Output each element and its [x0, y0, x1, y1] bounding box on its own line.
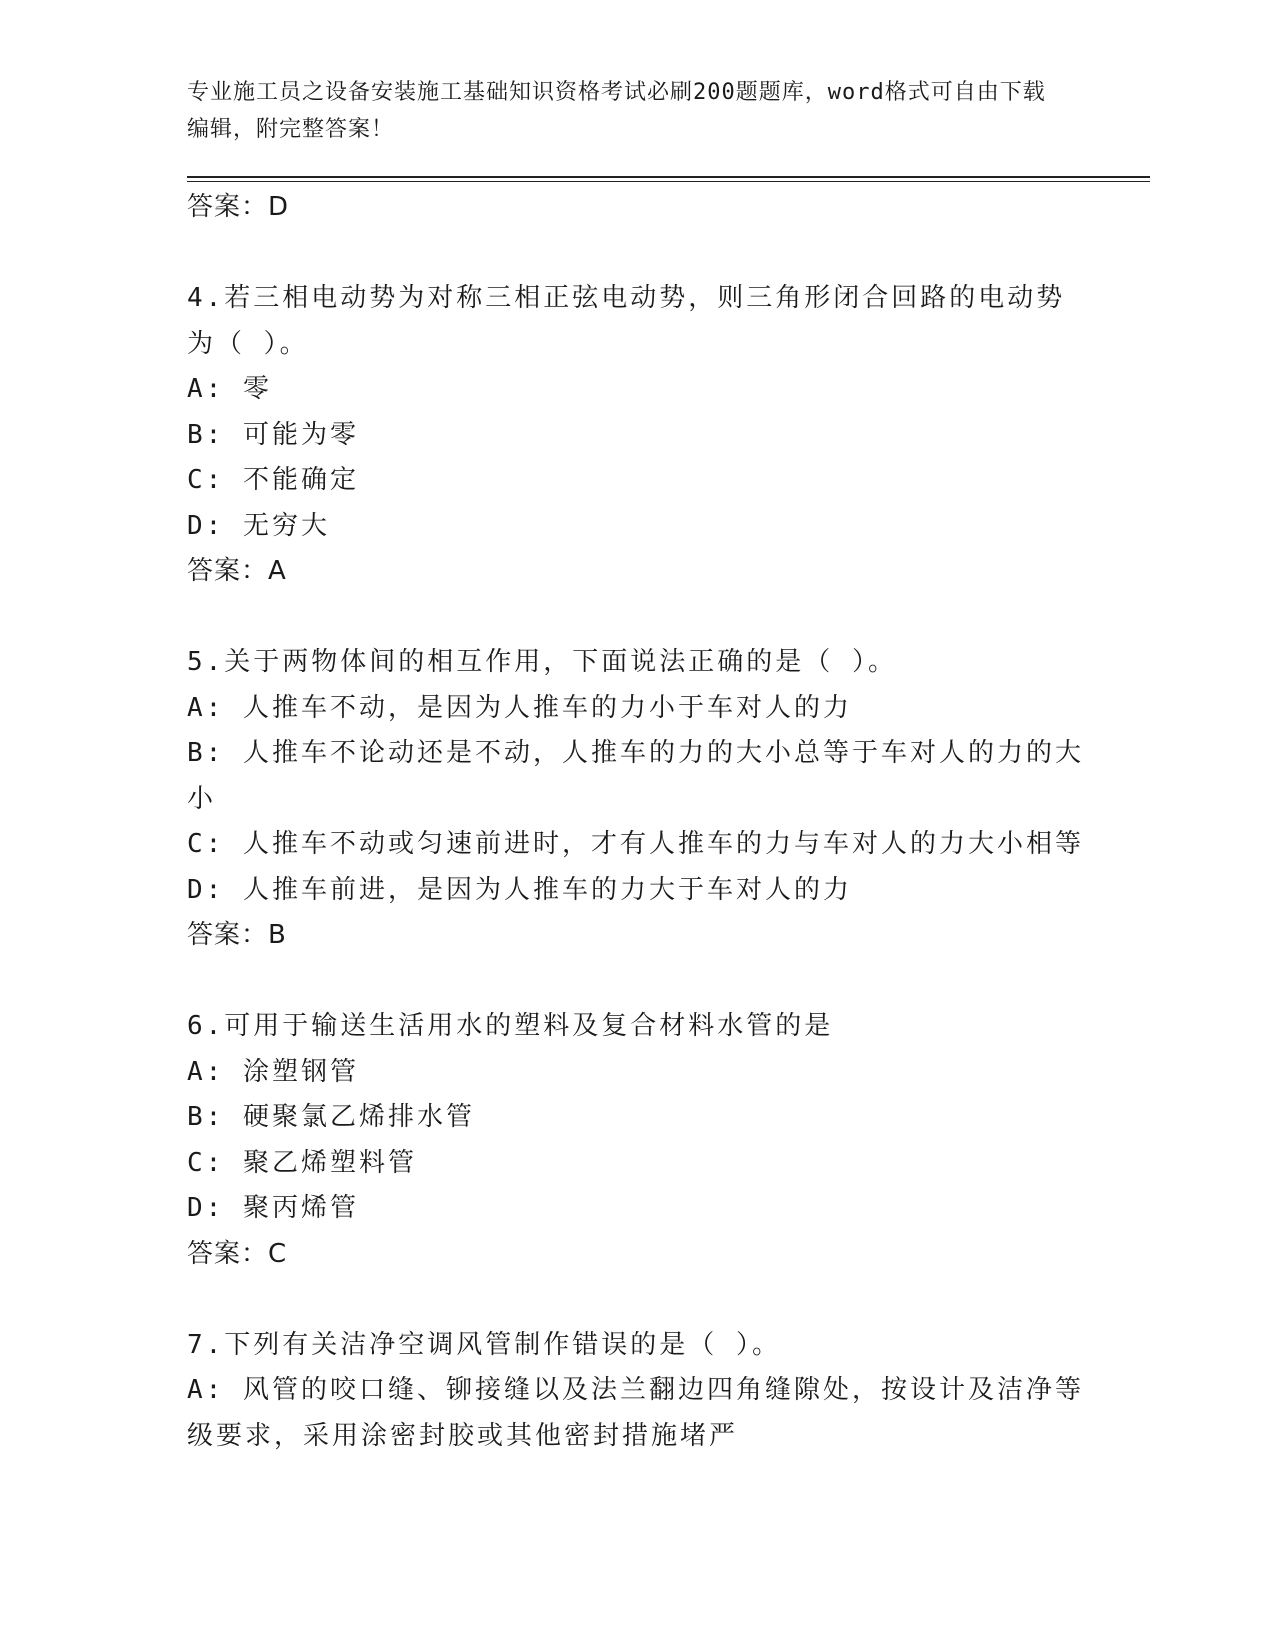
option-b-continued: 小	[187, 783, 217, 814]
option-a: A: 人推车不动，是因为人推车的力小于车对人的力	[187, 692, 852, 723]
option-d: D: 聚丙烯管	[187, 1193, 359, 1223]
option-c: C: 人推车不动或匀速前进时，才有人推车的力与车对人的力大小相等	[187, 829, 1084, 859]
spacer	[187, 595, 1087, 641]
option-a: A: 风管的咬口缝、铆接缝以及法兰翻边四角缝隙处，按设计及洁净等	[187, 1375, 1084, 1405]
spacer	[187, 959, 1087, 1005]
option-c: C: 聚乙烯塑料管	[187, 1147, 417, 1178]
question-block	[187, 640, 1087, 959]
question-stem: 6.可用于输送生活用水的塑料及复合材料水管的是	[187, 1011, 834, 1041]
option-b: B: 可能为零	[187, 419, 359, 450]
question-stem: 为（ ）。	[187, 328, 309, 359]
header-divider	[187, 176, 1150, 178]
option-a: A: 零	[187, 374, 272, 404]
question-block	[187, 1004, 1087, 1277]
question-stem: 5.关于两物体间的相互作用，下面说法正确的是（ ）。	[187, 647, 897, 677]
page-header: 专业施工员之设备安装施工基础知识资格考试必刷200题题库，word格式可自由下载编辑，附完整答案！	[187, 80, 1046, 142]
option-a: A: 涂塑钢管	[187, 1056, 359, 1087]
question-block	[187, 276, 1087, 595]
question-list	[187, 185, 1087, 1459]
answer-line: 答案：B	[187, 920, 287, 950]
answer-line: 答案：A	[187, 556, 287, 586]
question-stem: 7.下列有关洁净空调风管制作错误的是（ ）。	[187, 1329, 781, 1360]
option-c: C: 不能确定	[187, 465, 359, 495]
answer-line: 答案：C	[187, 1238, 288, 1269]
answer-line: 答案：D	[187, 192, 290, 222]
option-d: D: 人推车前进，是因为人推车的力大于车对人的力	[187, 874, 852, 905]
spacer	[187, 231, 1087, 277]
question-stem: 4.若三相电动势为对称三相正弦电动势，则三角形闭合回路的电动势	[187, 283, 1066, 313]
option-d: D: 无穷大	[187, 510, 330, 541]
option-b: B: 硬聚氯乙烯排水管	[187, 1102, 475, 1132]
question-block	[187, 1323, 1087, 1460]
option-b: B: 人推车不论动还是不动，人推车的力的大小总等于车对人的力的大	[187, 738, 1084, 768]
option-a-continued: 级要求，采用涂密封胶或其他密封措施堵严	[187, 1420, 739, 1451]
spacer	[187, 1277, 1087, 1323]
header-divider-thin	[187, 181, 1150, 182]
